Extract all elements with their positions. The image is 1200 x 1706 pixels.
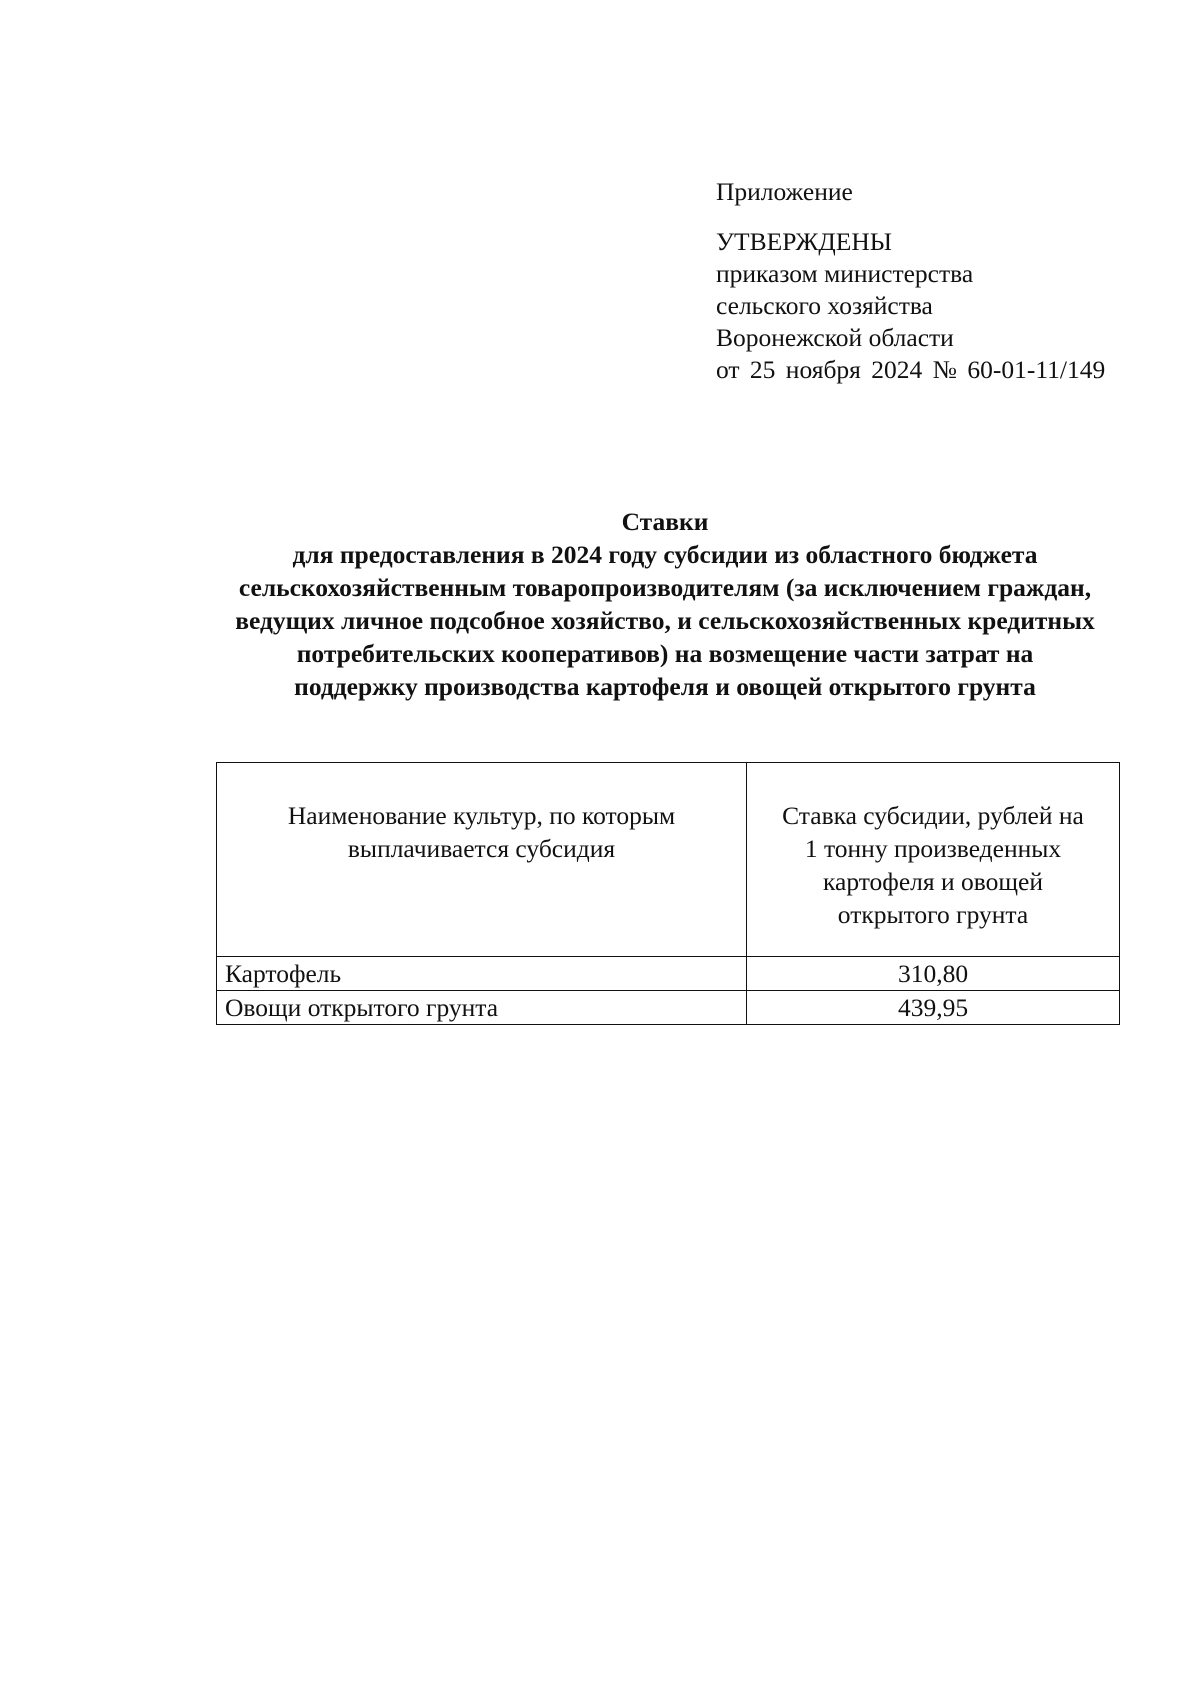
header-crop-line: Наименование культур, по которым: [287, 801, 676, 830]
title-line-2: сельскохозяйственным товаропроизводителям (за исключением граждан,: [238, 573, 1092, 602]
approval-line-1: приказом министерства: [716, 259, 974, 288]
header-rate-line: картофеля и овощей: [823, 867, 1043, 896]
rate-cell: 310,80: [747, 957, 1120, 991]
title-line-4: потребительских кооперативов) на возмещение части затрат на: [296, 639, 1034, 668]
title-heading: Ставки: [621, 507, 709, 536]
subsidy-rates-table: [216, 762, 1120, 1025]
table-header-row: [217, 763, 1120, 957]
title-line-3: ведущих личное подсобное хозяйство, и сельскохозяйственных кредитных: [235, 606, 1095, 635]
approval-line-3: Воронежской области: [716, 323, 954, 352]
document-title: [150, 505, 1180, 703]
crop-name-cell: Овощи открытого грунта: [217, 991, 747, 1025]
crop-name-cell: Картофель: [217, 957, 747, 991]
table-row: [217, 957, 1120, 991]
header-rate-line: 1 тонну произведенных: [804, 834, 1062, 863]
header-crop-name: [217, 763, 747, 957]
spacer: [716, 208, 1105, 226]
approval-line-2: сельского хозяйства: [716, 291, 933, 320]
header-rate-line: Ставка субсидии, рублей на: [782, 801, 1084, 830]
header-rate-line: открытого грунта: [837, 900, 1029, 929]
order-date-number: от 25 ноября 2024 № 60-01-11/149: [716, 355, 1106, 384]
header-subsidy-rate: [747, 763, 1120, 957]
appendix-label: Приложение: [716, 177, 853, 206]
title-line-1: для предоставления в 2024 году субсидии из областного бюджета: [292, 540, 1038, 569]
table-row: [217, 991, 1120, 1025]
approved-label: УТВЕРЖДЕНЫ: [716, 227, 892, 256]
approval-stamp: [716, 176, 1105, 386]
header-crop-line: выплачивается субсидия: [347, 834, 616, 863]
title-line-5: поддержку производства картофеля и овощей открытого грунта: [294, 672, 1036, 701]
rate-cell: 439,95: [747, 991, 1120, 1025]
